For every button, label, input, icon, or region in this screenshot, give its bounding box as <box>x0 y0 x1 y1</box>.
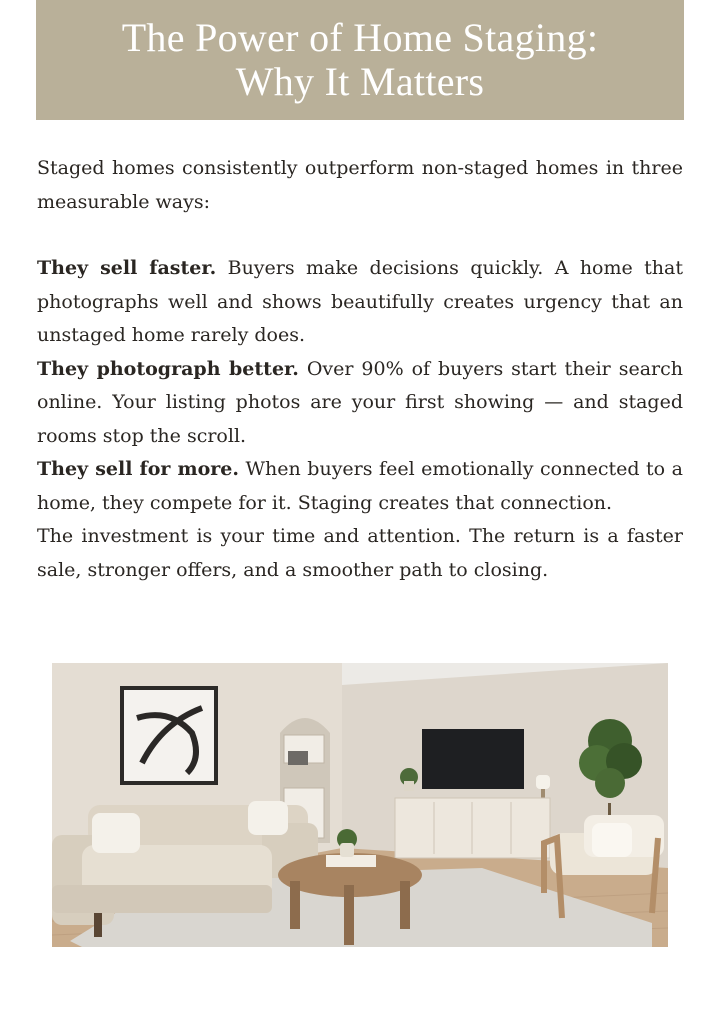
point-sell-for-more <box>37 453 683 520</box>
point-text: Over 90% of buyers start their search online. Your listing photos are your first showing — and staged rooms stop the scroll. <box>37 357 683 447</box>
title-banner <box>36 0 684 120</box>
body-text <box>37 152 683 587</box>
point-lead: They sell for more. <box>37 458 239 480</box>
point-text: Buyers make decisions quickly. A home that photographs well and shows beautifully creates urgency that an unstaged home rarely does. <box>37 257 683 346</box>
point-photograph-better <box>37 353 683 454</box>
point-lead: They photograph better. <box>37 357 299 380</box>
point-lead: They sell faster. <box>37 257 217 279</box>
page-title-line-1: The Power of Home Staging: <box>121 15 599 60</box>
staged-living-room-photo <box>52 663 668 947</box>
page-title-line-2: Why It Matters <box>235 59 485 104</box>
closing-paragraph: The investment is your time and attention. The return is a faster sale, stronger offers, and a smoother path to closing. <box>37 525 683 581</box>
point-text: When buyers feel emotionally connected to a home, they compete for it. Staging creates that connection. <box>37 458 683 514</box>
point-sell-faster <box>37 252 683 353</box>
intro-paragraph: Staged homes consistently outperform non-staged homes in three measurable ways: <box>37 157 683 213</box>
